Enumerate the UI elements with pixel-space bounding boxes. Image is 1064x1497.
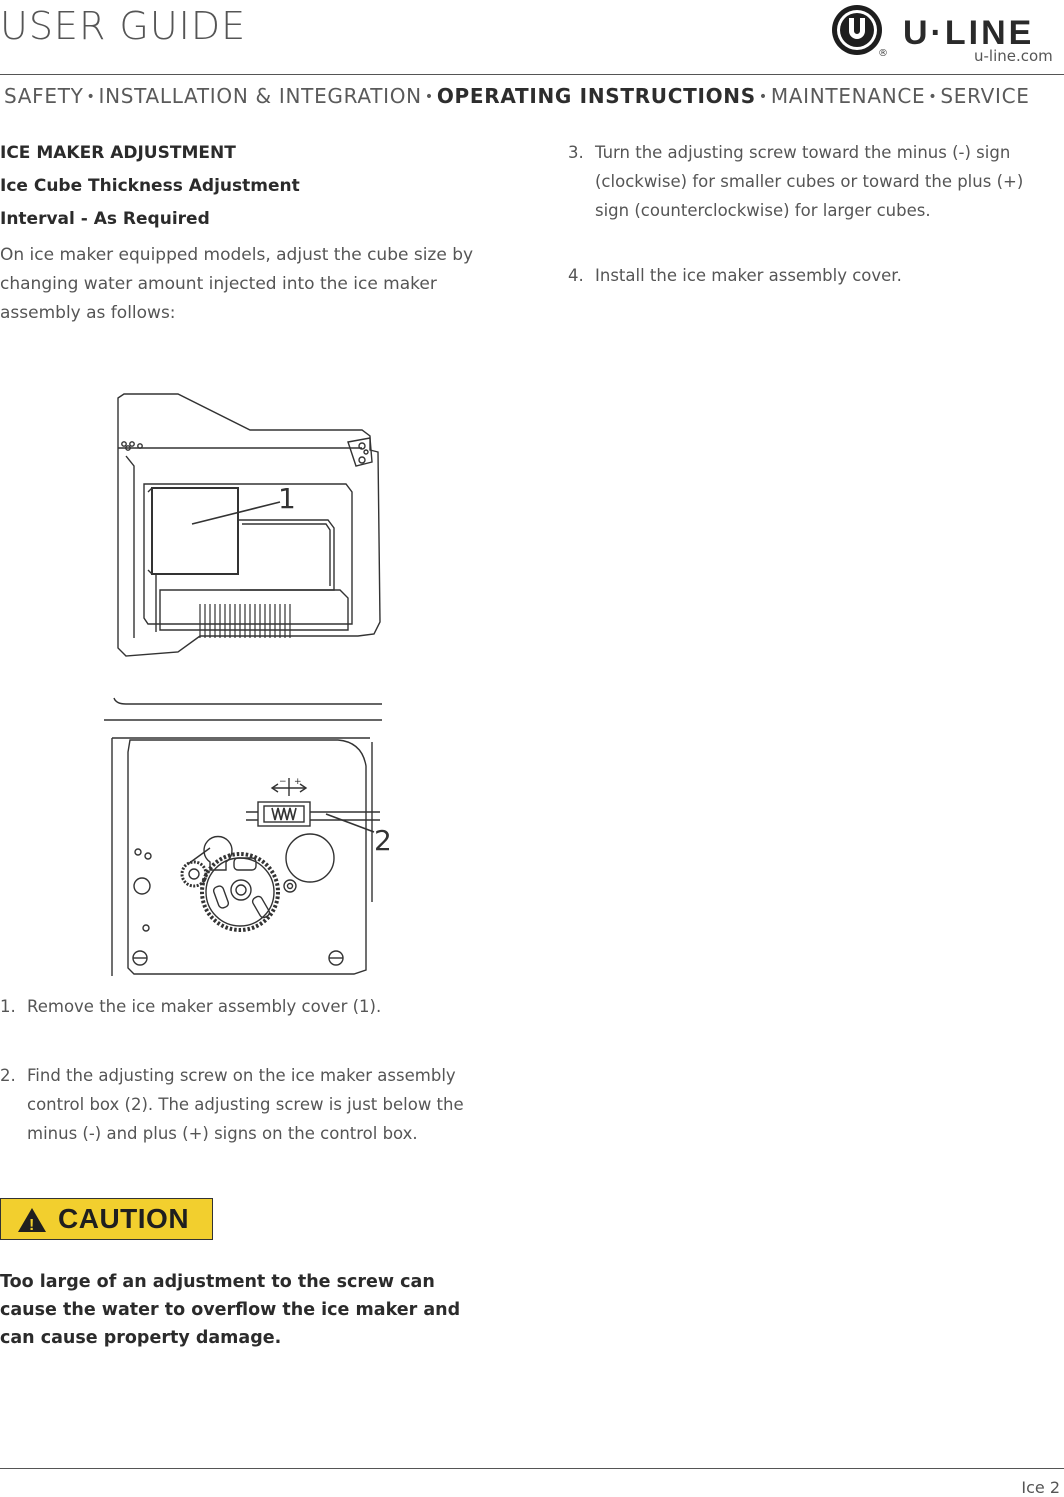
nav-separator: •: [928, 89, 938, 105]
step-text-line: sign (counterclockwise) for larger cubes.: [595, 201, 931, 220]
caution-text: Too large of an adjustment to the screw can cause the water to overflow the ice maker and can cause property damage.: [0, 1272, 461, 1348]
step-4: [568, 261, 1062, 291]
svg-text:®: ®: [878, 48, 888, 59]
page-title: USER GUIDE: [0, 4, 247, 48]
nav-separator: •: [86, 89, 96, 105]
warning-triangle-icon: [17, 1207, 47, 1233]
nav-separator: •: [424, 89, 434, 105]
svg-text:!: !: [29, 1217, 35, 1234]
section-subheading: Ice Cube Thickness Adjustment: [0, 176, 300, 196]
nav-item-installation[interactable]: INSTALLATION & INTEGRATION: [98, 84, 422, 108]
step-1: [0, 992, 490, 1022]
interval-label: Interval - As Required: [0, 209, 210, 229]
nav-item-maintenance[interactable]: MAINTENANCE: [770, 84, 926, 108]
step-3: [568, 138, 1062, 228]
step-number: 1.: [0, 997, 16, 1016]
caution-word: CAUTION: [58, 1203, 190, 1234]
callout-1: 1: [278, 482, 296, 515]
minus-sign: −: [279, 777, 287, 787]
step-text: Install the ice maker assembly cover.: [595, 266, 902, 285]
step-2: [0, 1061, 490, 1151]
step-number: 2.: [0, 1066, 16, 1085]
nav-item-service[interactable]: SERVICE: [940, 84, 1030, 108]
page-number: Ice 2: [1021, 1478, 1060, 1497]
nav-separator: •: [758, 89, 768, 105]
section-nav: [4, 84, 1030, 108]
intro-paragraph: On ice maker equipped models, adjust the cube size by changing water amount injected into the ice maker assembly as follows:: [0, 245, 474, 323]
footer-divider: [0, 1468, 1064, 1469]
step-text-line: minus (-) and plus (+) signs on the control box.: [27, 1124, 418, 1143]
step-text: Remove the ice maker assembly cover (1).: [27, 997, 382, 1016]
caution-label: [0, 1198, 213, 1240]
plus-sign: +: [294, 777, 302, 787]
nav-item-safety[interactable]: SAFETY: [4, 84, 84, 108]
svg-text:U·LINE: U·LINE: [903, 14, 1035, 52]
step-number: 3.: [568, 143, 584, 162]
step-number: 4.: [568, 266, 584, 285]
step-text-line: (clockwise) for smaller cubes or toward the plus (+): [595, 172, 1024, 191]
step-text-line: control box (2). The adjusting screw is just below the: [27, 1095, 464, 1114]
header-divider: [0, 74, 1064, 75]
callout-2: 2: [374, 824, 392, 857]
step-text-line: Turn the adjusting screw toward the minus (-) sign: [595, 143, 1011, 162]
nav-item-operating-instructions[interactable]: OPERATING INSTRUCTIONS: [436, 84, 756, 108]
step-text-line: Find the adjusting screw on the ice maker assembly: [27, 1066, 456, 1085]
section-heading: ICE MAKER ADJUSTMENT: [0, 143, 236, 163]
ice-maker-diagram: [100, 392, 390, 982]
logo-url: u-line.com: [974, 47, 1053, 65]
